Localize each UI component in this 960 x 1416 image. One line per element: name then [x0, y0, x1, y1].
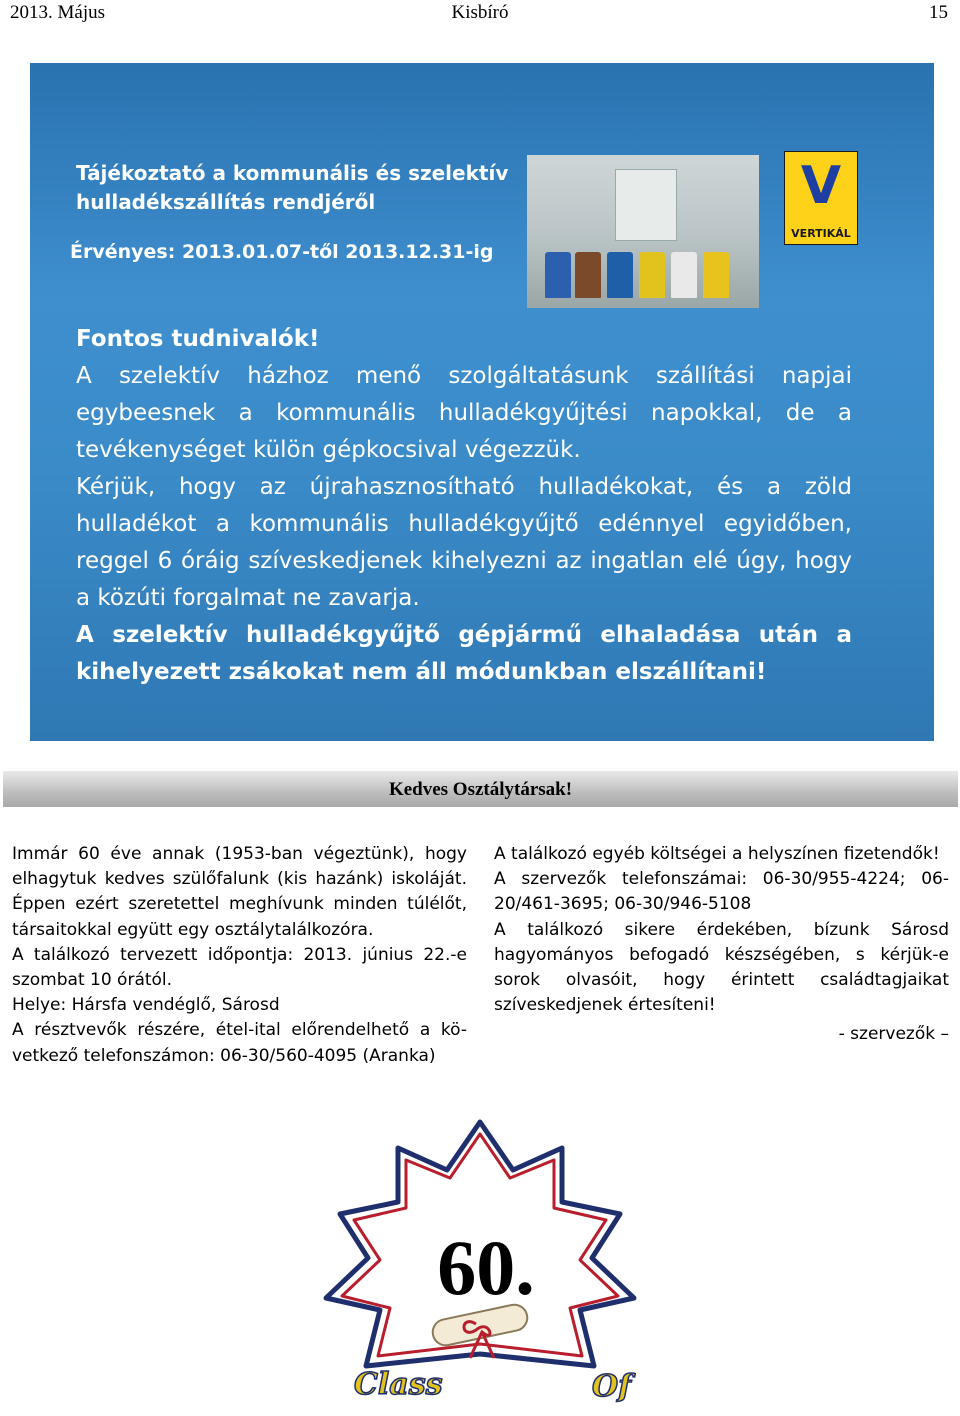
poster-validity: Érvényes: 2013.01.07-től 2013.12.31-ig	[70, 241, 494, 263]
emblem-word-of: Of	[592, 1369, 632, 1404]
invitation-date: A találkozó tervezett időpontja: 2013. június 22.-e szombat 10 órától.	[12, 944, 467, 991]
poster-warning: A szelektív hulladékgyűjtő gépjármű elhaladása után a kihelyezett zsákokat nem áll módunkban elszállítani!	[76, 622, 852, 685]
brown-bin	[575, 252, 601, 298]
header-publication: Kisbíró	[451, 2, 509, 23]
yellow-bin	[639, 252, 665, 298]
blue-bin	[545, 252, 571, 298]
invitation-place: Helye: Hársfa vendéglő, Sárosd	[12, 995, 280, 1016]
invitation-left-column	[12, 842, 467, 1069]
logo-text: VERTIKÁL	[791, 227, 851, 240]
poster-body	[76, 321, 852, 691]
invitation-costs: A találkozó egyéb költségei a helyszínen fizetendők!	[494, 844, 940, 864]
invitation-paragraph: Immár 60 éve annak (1953-ban végeztünk), hogy elhagytuk kedves szülőfalunk (kis hazánk) iskoláját. Éppen ezért szeretettel meghívunk minden túlélőt, társaitokkal együtt egy osztálytalálkozóra.	[12, 844, 467, 940]
class-of-emblem	[300, 1118, 660, 1416]
logo-v-mark: V	[800, 156, 842, 216]
poster-title-line2: hulladékszállítás rendjéről	[76, 190, 376, 214]
emblem-number: 60.	[437, 1224, 535, 1311]
page-header	[0, 0, 960, 26]
emblem-word-class: Class	[354, 1367, 443, 1402]
poster-paragraph: Kérjük, hogy az újrahasznosítható hulladékokat, és a zöld hulladékot a kommunális hulladékgyűjtő edénnyel egyidőben, reggel 6 óráig szíveskedjenek kihelyezni az ingatlan elé úgy, hogy a közúti forgalmat ne zavarja.	[76, 474, 852, 611]
banner-title: Kedves Osztálytársak!	[388, 779, 573, 800]
organizer-phones: A szervezők telefonszámai: 06-30/955-4224; 06-20/461-3695; 06-30/946-5108	[494, 869, 949, 915]
invitation-request: A találkozó sikere érdekében, bízunk Sárosd hagyományos befogadó készségében, s kérjük-e sorok olvasóit, hogy érintett családtagjaikat szíveskedjenek értesíteni!	[494, 919, 949, 1016]
organizers-signature: - szervezők –	[838, 1024, 949, 1045]
header-page-number: 15	[929, 2, 948, 23]
invitation-right-column	[494, 842, 949, 1048]
poster-title-line1: Tájékoztató a kommunális és szelektív	[76, 161, 509, 185]
poster-title	[76, 159, 526, 217]
waste-collection-poster	[30, 63, 934, 741]
invitation-contact: A résztvevők részére, étel-ital előrendelhető a kö-vetkező telefonszámon: 06-30/560-4095 (Aranka)	[12, 1020, 467, 1066]
poster-paragraph: A szelektív házhoz menő szolgáltatásunk szállítási napjai egybeesnek a kommunális hulladékgyűjtési napokkal, de a tevékenységet külön gépkocsival végezzük.	[76, 363, 852, 463]
photo-sign	[615, 169, 677, 241]
yellow-bin	[703, 252, 729, 298]
blue-bin	[607, 252, 633, 298]
recycling-bins-photo	[527, 155, 759, 308]
section-banner	[3, 771, 958, 807]
poster-heading: Fontos tudnivalók!	[76, 326, 320, 352]
vertikal-logo	[784, 151, 858, 245]
header-date: 2013. Május	[10, 2, 105, 23]
white-bin	[671, 252, 697, 298]
